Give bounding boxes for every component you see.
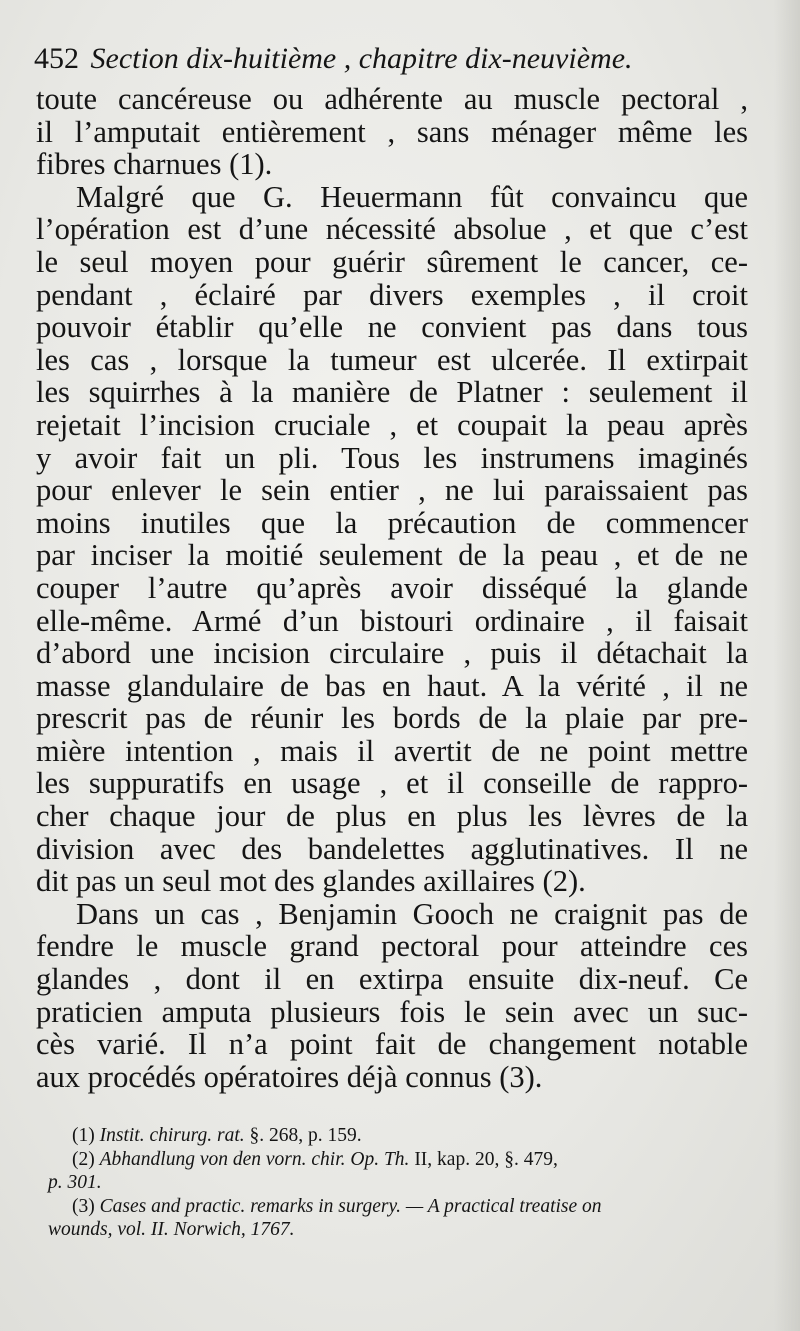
- text-line: il l’amputait entièrement , sans ménager même les: [36, 114, 748, 149]
- text-line: pour enlever le sein entier , ne lui paraissaient pas: [36, 473, 748, 508]
- text-line: aux procédés opératoires déjà connus (3).: [36, 1059, 543, 1094]
- text-line: les squirrhes à la manière de Platner : seulement il: [36, 375, 748, 410]
- footnote-text: wounds, vol. II. Norwich, 1767.: [48, 1219, 295, 1240]
- footnote-mark: (3): [72, 1195, 95, 1217]
- text-line: toute cancéreuse ou adhérente au muscle pectoral ,: [36, 82, 748, 116]
- text-line: pouvoir établir qu’elle ne convient pas dans tous: [36, 310, 748, 345]
- text-line: pendant , éclairé par divers exemples , il croit: [36, 277, 748, 312]
- text-line: les cas , lorsque la tumeur est ulcerée. Il extirpait: [36, 342, 748, 377]
- text-line: cher chaque jour de plus en plus les lèvres de la: [36, 799, 748, 834]
- footnote-1: [44, 1124, 756, 1148]
- running-head-title: Section dix-huitième , chapitre dix-neuvième.: [90, 42, 633, 75]
- text-line: division avec des bandelettes agglutinatives. Il ne: [36, 831, 748, 866]
- text-line: glandes , dont il en extirpa ensuite dix-neuf. Ce: [36, 962, 748, 997]
- text-line: dit pas un seul mot des glandes axillaires (2).: [36, 864, 586, 899]
- text-line: masse glandulaire de bas en haut. A la vérité , il ne: [36, 668, 748, 703]
- text-line: rejetait l’incision cruciale , et coupait la peau après: [36, 407, 748, 442]
- footnote-2: [44, 1148, 756, 1172]
- page-number: 452: [34, 42, 79, 75]
- footnote-reference: Instit. chirurg. rat.: [99, 1125, 245, 1146]
- text-line: Malgré que G. Heuermann fût convaincu que: [76, 179, 748, 214]
- text-line: mière intention , mais il avertit de ne point mettre: [36, 733, 748, 768]
- footnote-reference: Abhandlung von den vorn. chir. Op. Th.: [99, 1148, 410, 1170]
- text-line: moins inutiles que la précaution de commencer: [36, 505, 748, 540]
- text-line: par inciser la moitié seulement de la peau , et de ne: [36, 538, 748, 573]
- text-line: fibres charnues (1).: [36, 147, 273, 182]
- text-line: fendre le muscle grand pectoral pour atteindre ces: [36, 929, 748, 964]
- body-text: [36, 83, 748, 1093]
- footnote-text: II, kap. 20, §. 479,: [414, 1148, 558, 1170]
- text-line: l’opération est d’une nécessité absolue , et que c’est: [36, 212, 748, 247]
- text-line: Dans un cas , Benjamin Gooch ne craignit pas de: [76, 896, 748, 931]
- text-line: le seul moyen pour guérir sûrement le cancer, ce-: [36, 244, 748, 279]
- text-line: les suppuratifs en usage , et il conseille de rappro-: [36, 766, 748, 801]
- footnotes: [44, 1124, 756, 1242]
- footnote-3: [44, 1195, 756, 1219]
- footnote-2-continuation: [44, 1171, 756, 1195]
- text-line: d’abord une incision circulaire , puis il détachait la: [36, 636, 748, 671]
- text-line: couper l’autre qu’après avoir disséqué la glande: [36, 570, 748, 605]
- footnote-text: p. 301.: [48, 1172, 102, 1193]
- running-head: [34, 40, 754, 78]
- footnote-reference: Cases and practic. remarks in surgery. — A practical treatise on: [99, 1195, 602, 1217]
- text-line: y avoir fait un pli. Tous les instrumens imaginés: [36, 440, 748, 475]
- text-line: elle-même. Armé d’un bistouri ordinaire , il faisait: [36, 603, 748, 638]
- footnote-mark: (1): [72, 1125, 95, 1146]
- page-edge-shadow: [774, 0, 800, 1331]
- footnote-mark: (2): [72, 1148, 95, 1170]
- footnote-text: §. 268, p. 159.: [249, 1125, 362, 1146]
- footnote-3-continuation: [44, 1218, 756, 1242]
- text-line: prescrit pas de réunir les bords de la plaie par pre-: [36, 701, 748, 736]
- text-line: cès varié. Il n’a point fait de changement notable: [36, 1027, 748, 1062]
- text-line: praticien amputa plusieurs fois le sein avec un suc-: [36, 994, 748, 1029]
